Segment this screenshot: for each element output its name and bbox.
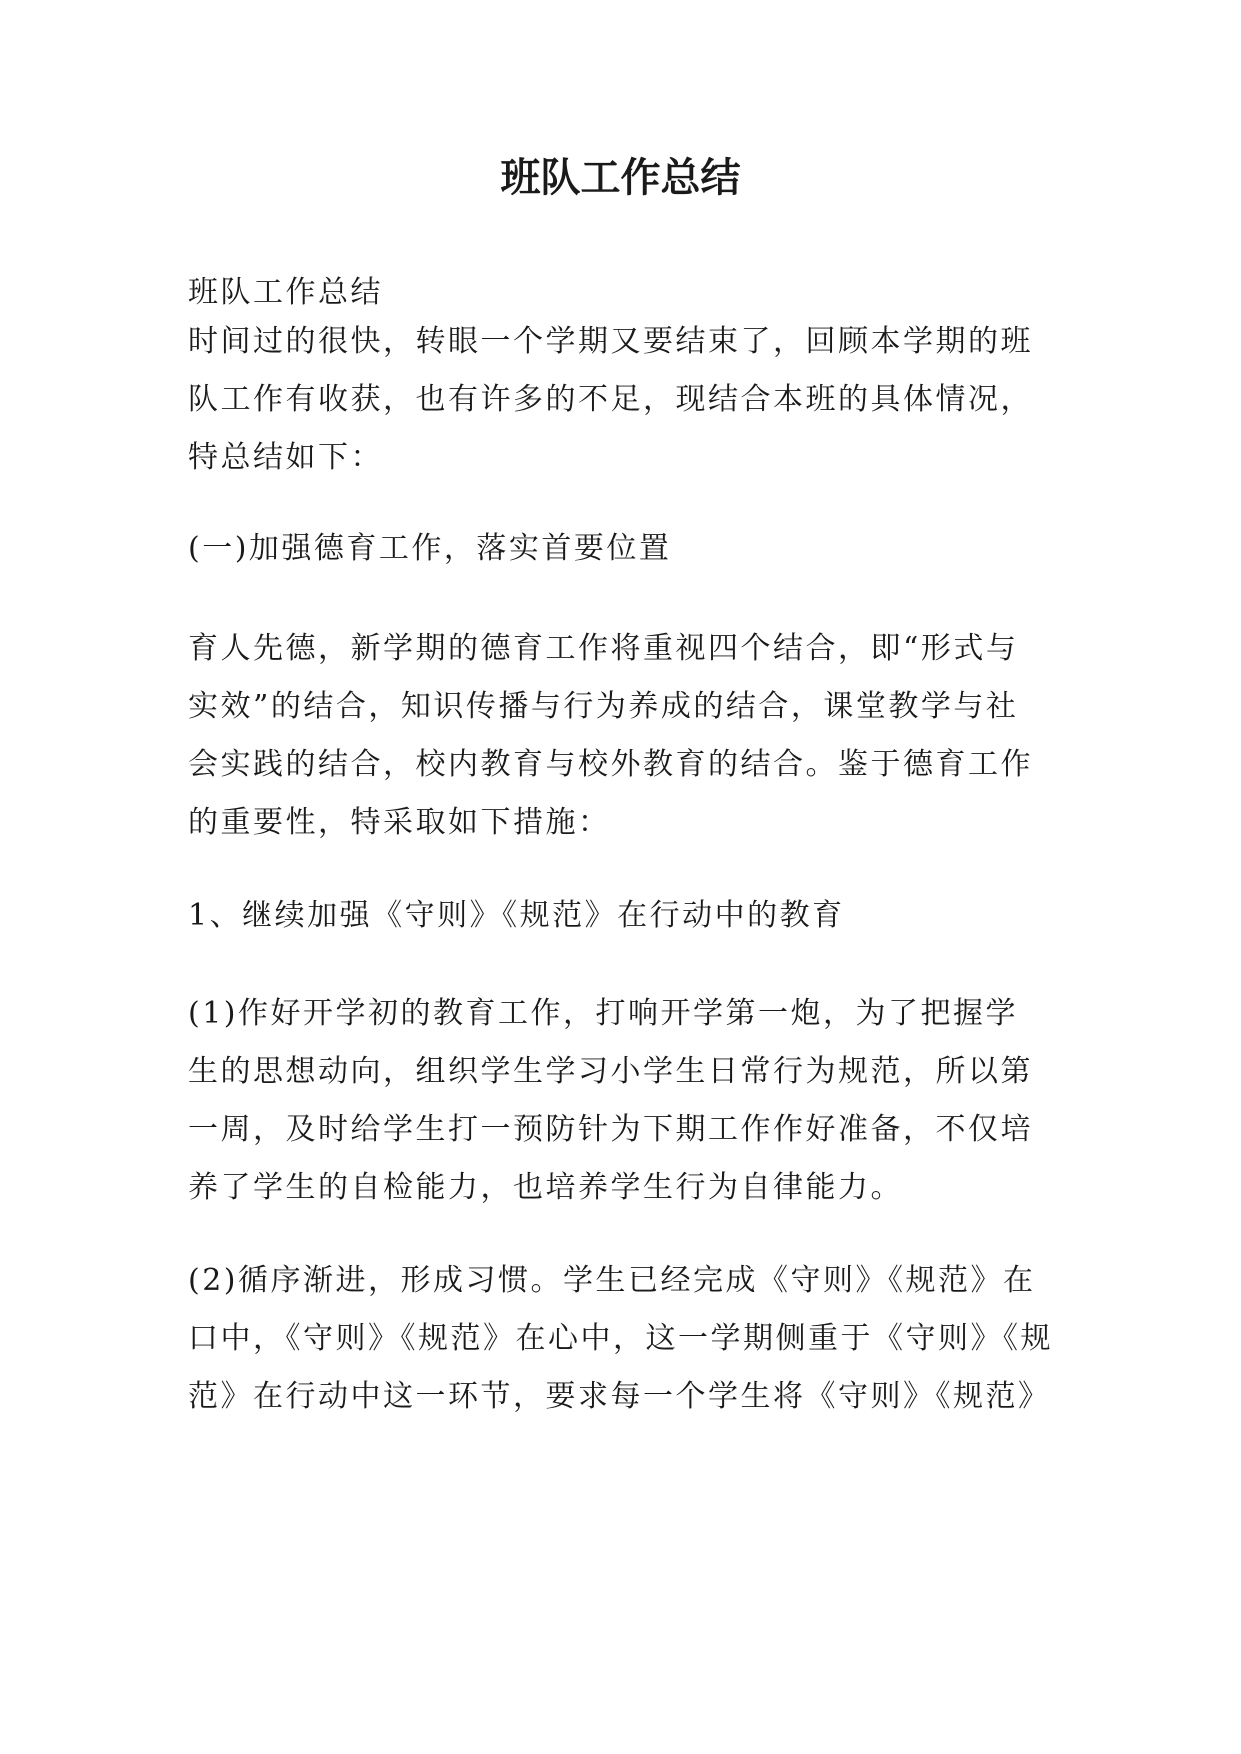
text-line: 一周，及时给学生打一预防针为下期工作作好准备，不仅培 <box>188 1112 1033 1147</box>
text-line: 养了学生的自检能力，也培养学生行为自律能力。 <box>188 1170 903 1205</box>
text-line: 班队工作总结 <box>188 275 383 310</box>
intro-paragraph <box>188 313 1068 487</box>
text-line: (1)作好开学初的教育工作，打响开学第一炮，为了把握学 <box>188 996 1018 1031</box>
text-line: 会实践的结合，校内教育与校外教育的结合。鉴于德育工作 <box>188 747 1033 782</box>
text-line: 的重要性，特采取如下措施： <box>188 805 611 840</box>
document-title: 班队工作总结 <box>500 154 741 201</box>
text-line: 口中，《守则》《规范》在心中，这一学期侧重于《守则》《规 <box>188 1321 1053 1356</box>
text-line: 队工作有收获，也有许多的不足，现结合本班的具体情况， <box>188 382 1033 417</box>
text-line: 特总结如下： <box>188 440 383 475</box>
text-line: 育人先德，新学期的德育工作将重视四个结合，即“形式与 <box>188 631 1019 666</box>
text-line: 时间过的很快，转眼一个学期又要结束了，回顾本学期的班 <box>188 324 1033 359</box>
item-heading <box>188 887 1068 945</box>
text-line: (2)循序渐进，形成习惯。学生已经完成《守则》《规范》在 <box>188 1263 1036 1298</box>
text-line: 范》在行动中这一环节，要求每一个学生将《守则》《规范》 <box>188 1379 1051 1414</box>
section-heading <box>188 520 1068 578</box>
text-line: 生的思想动向，组织学生学习小学生日常行为规范，所以第 <box>188 1054 1033 1089</box>
item-paragraph <box>188 985 1068 1217</box>
item-paragraph <box>188 1252 1068 1426</box>
text-line: (一)加强德育工作，落实首要位置 <box>188 531 672 566</box>
text-line: 1、继续加强《守则》《规范》在行动中的教育 <box>188 898 845 933</box>
section-paragraph <box>188 620 1068 852</box>
text-line: 实效”的结合，知识传播与行为养成的结合，课堂教学与社 <box>188 689 1019 724</box>
